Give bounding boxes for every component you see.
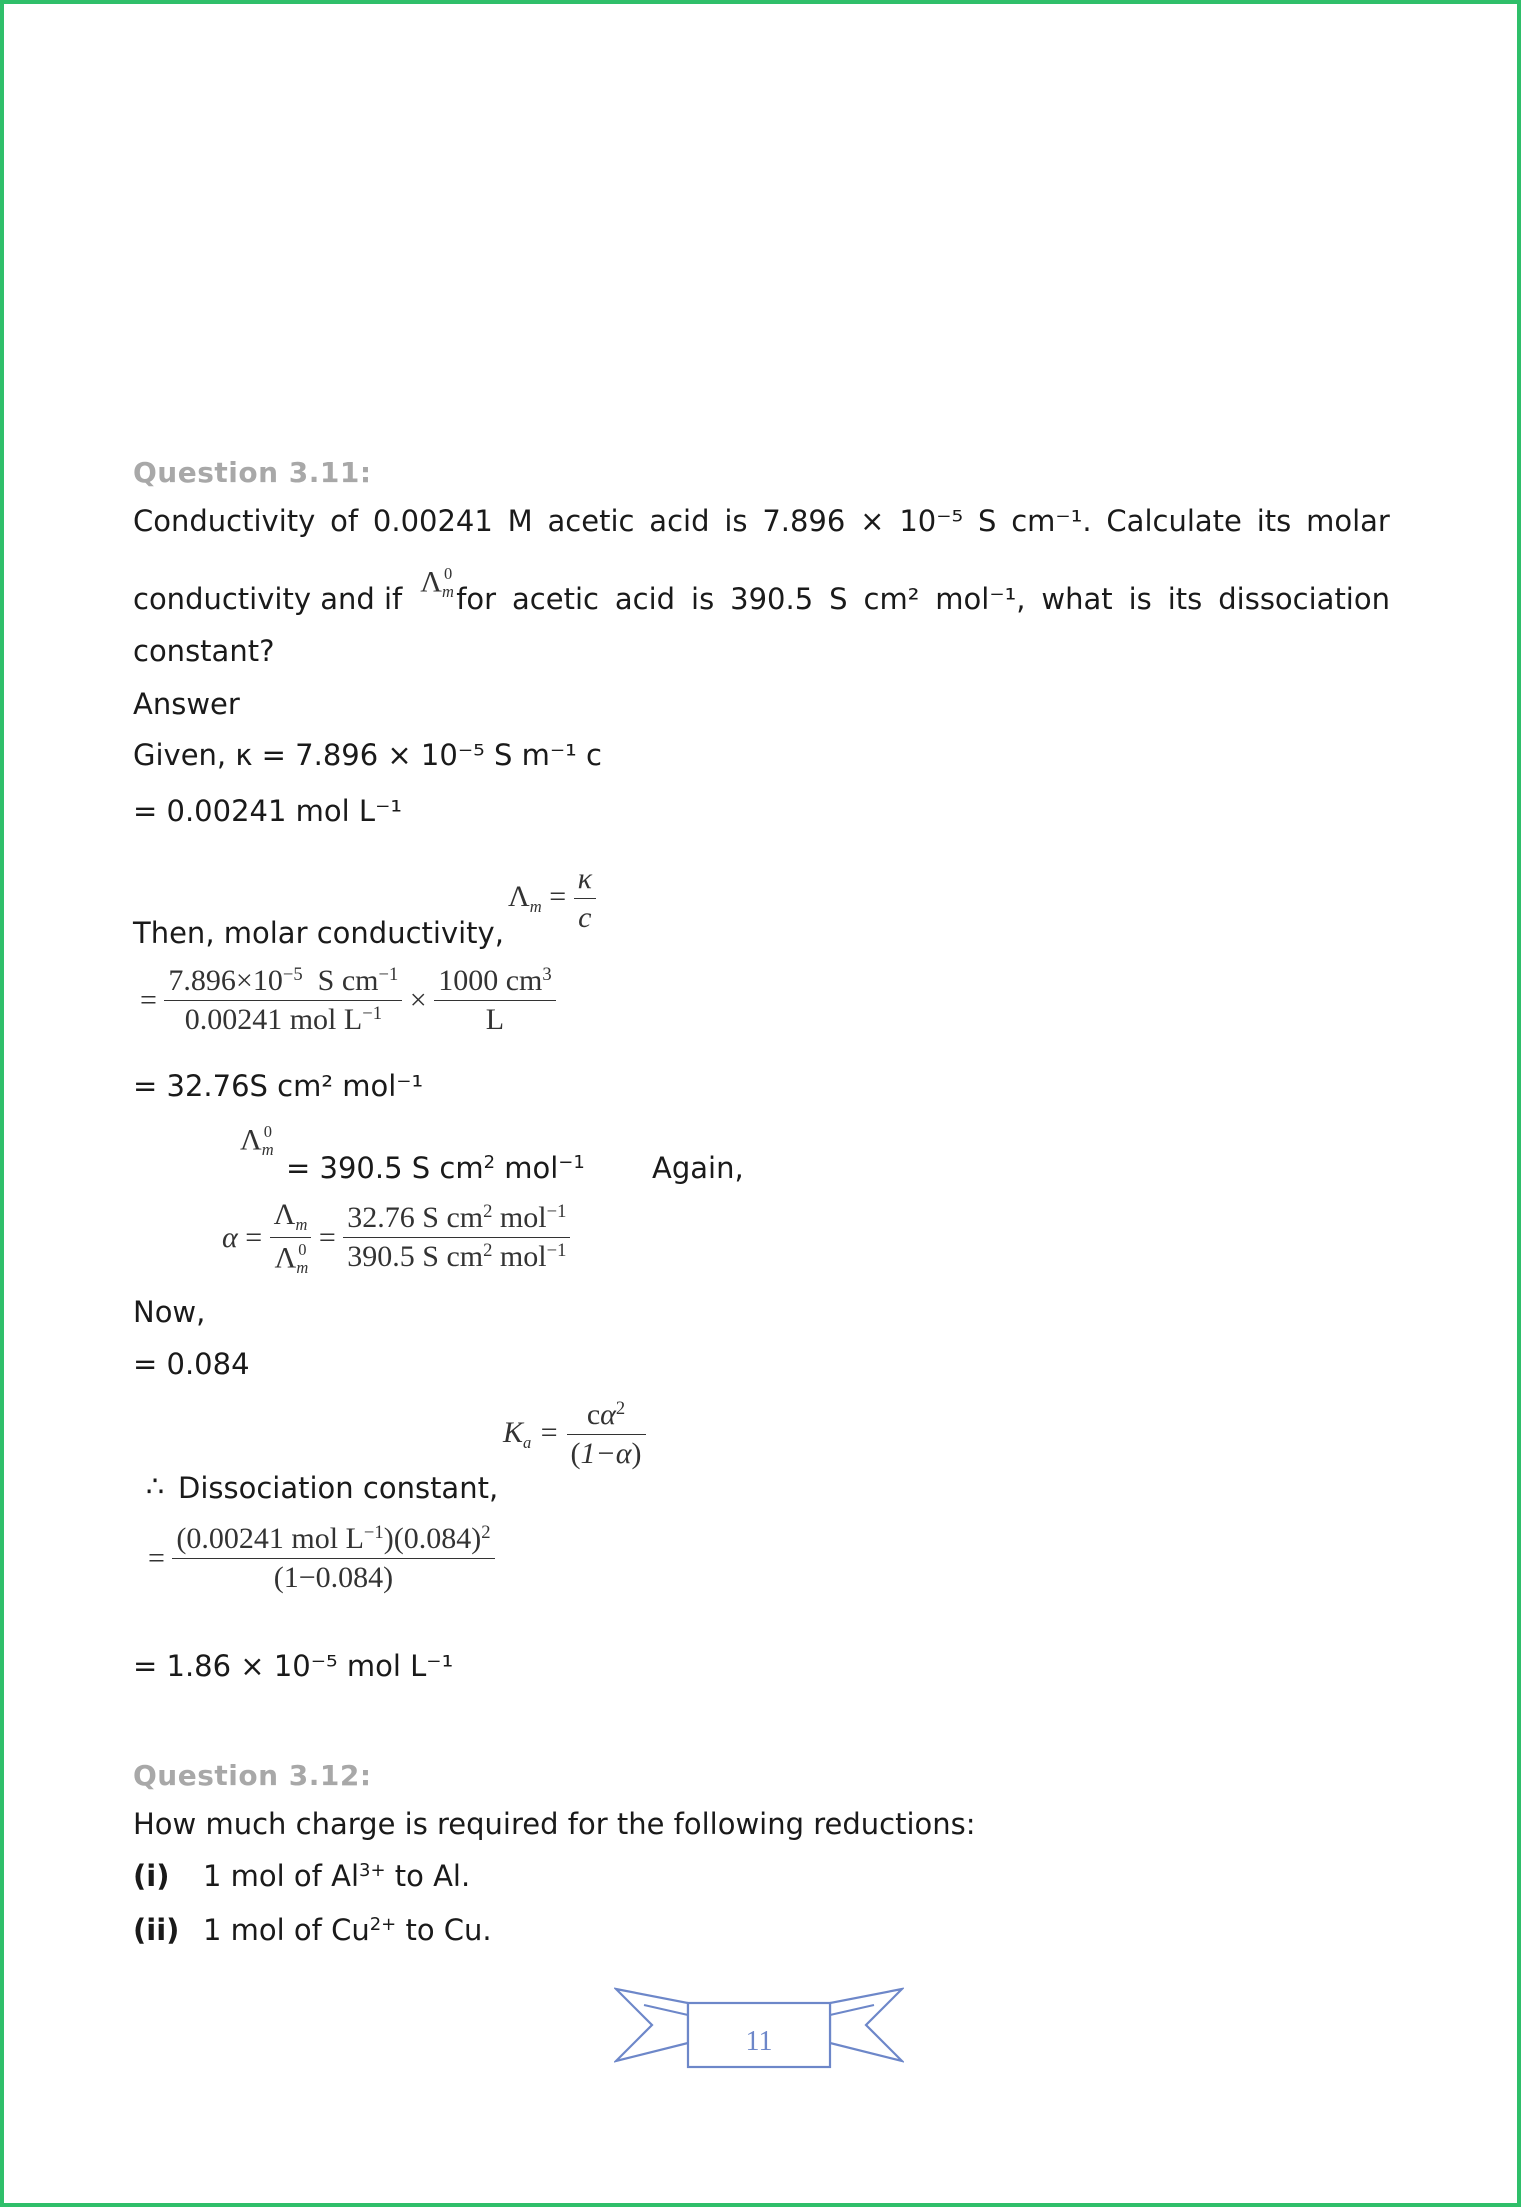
- reduction-item-2-label: (ii): [133, 1913, 180, 1947]
- molar-conductivity-formula: $\Lambda_m$ = $\frac{\kappa}{c}$: [508, 862, 596, 935]
- question-3-12-text: How much charge is required for the following reductions:: [133, 1807, 976, 1841]
- question-3-11-heading: Question 3.11:: [133, 456, 372, 489]
- final-result: = 1.86 × 10⁻⁵ mol L⁻¹: [133, 1649, 454, 1683]
- molar-conductivity-calculation: = $\frac{7.896\times 10^{-5} S cm^{-1}}{0.00241 mol L^{-1}}$ × $\frac{1000 cm^3}{L}$: [140, 964, 556, 1037]
- molar-conductivity-result: = 32.76S cm² mol⁻¹: [133, 1069, 424, 1103]
- dissociation-constant-calculation: = $\frac{(0.00241 mol L^{-1})(0.084)^2}{(1-0.084)}$: [148, 1522, 495, 1595]
- reduction-item-2: (ii) 1 mol of $Cu^{2+}$ to Cu.: [133, 1913, 492, 1947]
- line1-word: 0.00241: [372, 504, 493, 538]
- line1-word: cm⁻¹.: [1011, 504, 1092, 538]
- given-line: Given, κ = 7.896 × 10⁻⁵ S m⁻¹ c: [133, 738, 602, 772]
- line1-word: its: [1256, 504, 1292, 538]
- alpha-value: = 0.084: [133, 1347, 250, 1381]
- line1-word: 7.896: [762, 504, 846, 538]
- line1-word: of: [330, 504, 359, 538]
- line1-word: acetic: [547, 504, 635, 538]
- line1-word: Conductivity: [133, 504, 316, 538]
- question-3-11-line-3: constant?: [133, 634, 275, 668]
- line1-word: acid: [649, 504, 710, 538]
- therefore-symbol: ∴: [146, 1469, 165, 1503]
- question-3-12-heading: Question 3.12:: [133, 1759, 372, 1792]
- lambda-m0-symbol-2: $\Lambda_m^0$: [240, 1122, 274, 1160]
- line1-word: Calculate: [1106, 504, 1242, 538]
- dissociation-constant-label: Dissociation constant,: [178, 1471, 499, 1505]
- molar-conductivity-label: Then, molar conductivity,: [133, 916, 504, 950]
- now-label: Now,: [133, 1295, 206, 1329]
- answer-label: Answer: [133, 687, 240, 721]
- degree-of-dissociation-formula: α = $\frac{\Lambda_m}{\Lambda_m^0}$ = $\frac{32.76 S cm^2 mol^{-1}}{390.5 S cm^2 mol^{-1}}$: [222, 1198, 570, 1278]
- line1-word: ×: [860, 504, 885, 538]
- line2-suffix: for acetic acid is 390.5 S cm² mol⁻¹, what is its dissociation: [456, 582, 1390, 617]
- line2-prefix: conductivity and if: [133, 582, 403, 617]
- lambda-m0-symbol: $\Lambda_m^0$: [420, 564, 454, 602]
- question-3-11-line-2: [133, 564, 1390, 619]
- question-3-11-line-1: [133, 504, 1390, 538]
- line1-word: is: [724, 504, 748, 538]
- line1-word: S: [977, 504, 997, 538]
- reduction-item-1: (i) 1 mol of $Al^{3+}$ to Al.: [133, 1859, 471, 1893]
- limiting-conductivity-value: = 390.5 S $cm^2$ mol$^{-1}$: [286, 1151, 585, 1185]
- line1-word: M: [507, 504, 533, 538]
- concentration-line: = 0.00241 mol L⁻¹: [133, 794, 403, 828]
- dissociation-constant-formula: $K_a$ = $\frac{c\alpha^2}{(1-\alpha)}$: [503, 1398, 646, 1471]
- line1-word: 10⁻⁵: [899, 504, 964, 538]
- again-label: Again,: [652, 1151, 744, 1185]
- line1-word: molar: [1306, 504, 1390, 538]
- reduction-item-1-label: (i): [133, 1859, 170, 1893]
- page-number: 11: [745, 2026, 773, 2057]
